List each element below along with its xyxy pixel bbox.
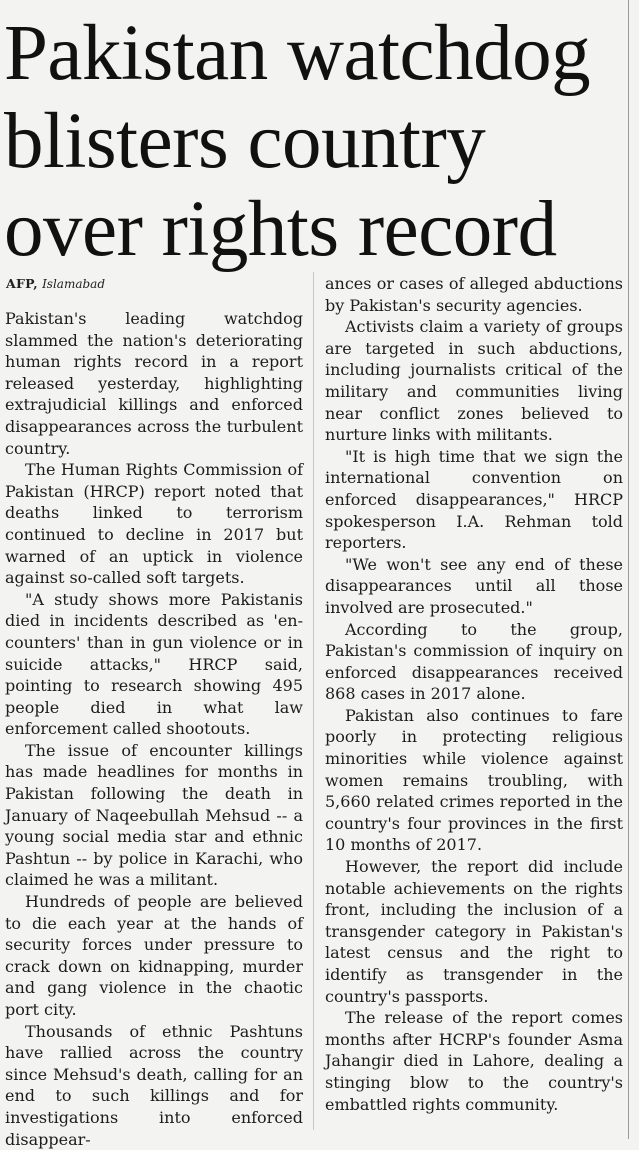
article-column-right bbox=[325, 273, 623, 1115]
byline-agency: AFP, bbox=[6, 276, 38, 291]
article-column-left bbox=[5, 308, 303, 1150]
paragraph: "A study shows more Pakistanis died in incidents described as 'en-counters' than in gun violence or in suicide attacks," HRCP said, pointing to research showing 495 people died in what law enforcement called shootouts. bbox=[5, 589, 303, 739]
paragraph: ances or cases of alleged abductions by Pakistan's security agencies. bbox=[325, 274, 623, 315]
paragraph: "It is high time that we sign the international convention on enforced disappearances," HRCP spokesperson I.A. Rehman told reporters. bbox=[325, 446, 623, 553]
paragraph: "We won't see any end of these disappearances until all those involved are prosecuted." bbox=[325, 554, 623, 617]
headline: Pakistan watchdog blisters country over rights record bbox=[4, 10, 591, 273]
byline bbox=[6, 276, 105, 293]
paragraph: Pakistan also continues to fare poorly in protecting religious minorities while violence against women remains troubling, with 5,660 related crimes reported in the country's four provinces in the first 10 months of 2017. bbox=[325, 705, 623, 855]
paragraph: According to the group, Pakistan's commission of inquiry on enforced disappearances received 868 cases in 2017 alone. bbox=[325, 619, 623, 704]
page-edge-rule bbox=[628, 0, 629, 1139]
column-divider bbox=[313, 272, 314, 1130]
paragraph: Pakistan's leading watchdog slammed the nation's deteriorating human rights record in a report released yesterday, highlighting extrajudicial killings and enforced disappearances across the turbulent country. bbox=[5, 309, 303, 458]
paragraph: Activists claim a variety of groups are targeted in such abductions, including journalists critical of the military and communities living near conflict zones believed to nurture links with militants. bbox=[325, 317, 623, 445]
paragraph: Hundreds of people are believed to die each year at the hands of security forces under pressure to crack down on kidnapping, murder and gang violence in the chaotic port city. bbox=[5, 892, 303, 1019]
paragraph: However, the report did include notable achievements on the rights front, including the inclusion of a transgender category in Pakistan's latest census and the right to identify as transgender in the country's passports. bbox=[325, 857, 623, 1006]
byline-place: Islamabad bbox=[42, 277, 106, 291]
paragraph: The Human Rights Commission of Pakistan (HRCP) report noted that deaths linked to terrorism continued to decline in 2017 but warned of an uptick in violence against so-called soft targets. bbox=[5, 460, 303, 588]
paragraph: The release of the report comes months after HCRP's founder Asma Jahangir died in Lahore, dealing a stinging blow to the country's embattled rights community. bbox=[325, 1008, 623, 1114]
paragraph: Thousands of ethnic Pashtuns have rallied across the country since Mehsud's death, calling for an end to such killings and for investigations into enforced disappear- bbox=[5, 1021, 303, 1149]
paragraph: The issue of encounter killings has made headlines for months in Pakistan following the death in January of Naqeebullah Mehsud -- a young social media star and ethnic Pashtun -- by police in Karachi, who claimed he was a militant. bbox=[5, 740, 303, 890]
